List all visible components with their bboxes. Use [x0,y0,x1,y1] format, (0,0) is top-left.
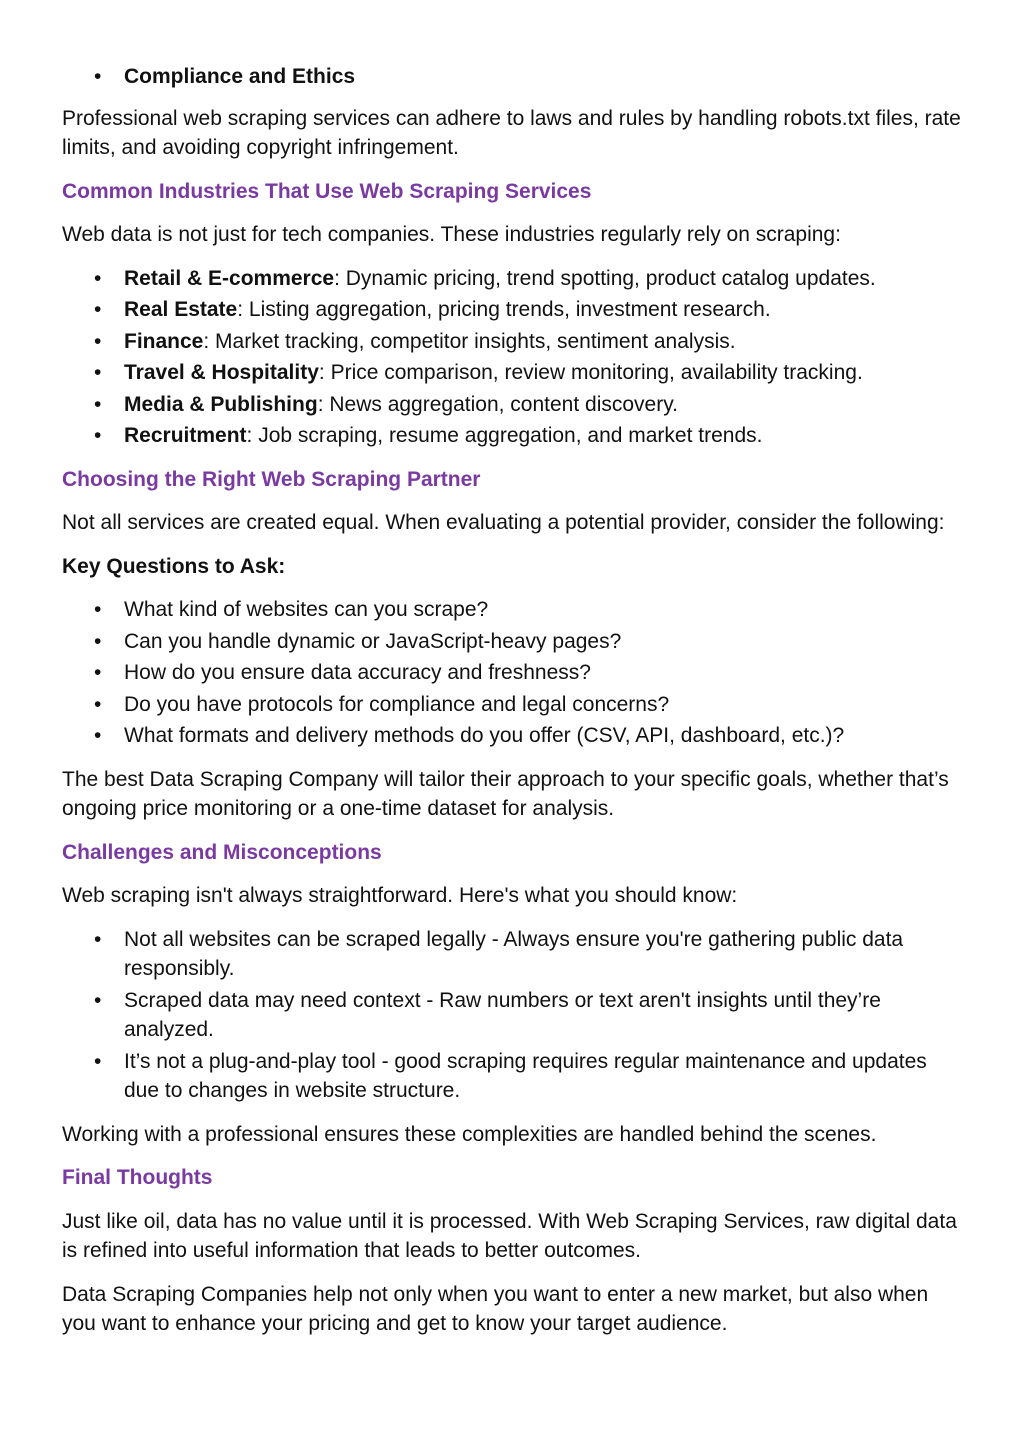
questions-heading: Key Questions to Ask: [62,554,286,578]
partner-closing: The best Data Scraping Company will tailor their approach to your specific goals, whether that’s ongoing price monitoring or a one-time dataset for analysis. [62,767,949,820]
questions-list [62,595,962,751]
industries-intro: Web data is not just for tech companies. These industries regularly rely on scraping: [62,223,841,246]
list-item [62,421,962,451]
bullet-icon: • [94,724,102,747]
bullet-icon: • [94,329,102,353]
industry-term: Travel & Hospitality [124,361,319,384]
bullet-icon: • [94,629,102,653]
list-item [62,358,962,388]
industries-heading: Common Industries That Use Web Scraping Services [62,179,592,203]
list-item [62,264,962,294]
question-text: Do you have protocols for compliance and legal concerns? [124,692,670,716]
list-item [62,627,962,657]
list-item [62,327,962,357]
challenge-text: Scraped data may need context - Raw numbers or text aren't insights until they’re analyzed. [124,988,881,1041]
challenges-list [62,925,962,1106]
bullet-icon: • [94,424,102,447]
question-text: What formats and delivery methods do you offer (CSV, API, dashboard, etc.)? [124,724,845,747]
list-item [62,390,962,420]
list-item [62,721,962,751]
document-page [62,62,962,1353]
final-paragraph: Just like oil, data has no value until it is processed. With Web Scraping Services, raw digital data is refined into useful information that leads to better outcomes. [62,1209,957,1262]
industry-term: Real Estate [124,298,238,321]
industry-desc: : Market tracking, competitor insights, sentiment analysis. [203,329,736,353]
industry-desc: : Dynamic pricing, trend spotting, product catalog updates. [334,266,876,290]
compliance-list [62,62,962,92]
list-item [62,690,962,720]
final-paragraph: Data Scraping Companies help not only when you want to enter a new market, but also when you want to enhance your pricing and get to know your target audience. [62,1282,929,1335]
list-item [62,1047,962,1106]
list-item [62,62,962,92]
industry-desc: : Job scraping, resume aggregation, and market trends. [246,424,763,447]
industry-desc: : Price comparison, review monitoring, availability tracking. [318,361,863,384]
partner-heading: Choosing the Right Web Scraping Partner [62,467,481,491]
challenges-closing: Working with a professional ensures these complexities are handled behind the scenes. [62,1122,877,1146]
industry-term: Media & Publishing [124,392,318,416]
challenges-intro: Web scraping isn't always straightforward. Here's what you should know: [62,884,738,907]
list-item [62,986,962,1045]
industries-list [62,264,962,451]
list-item [62,295,962,325]
challenges-heading: Challenges and Misconceptions [62,840,382,864]
bullet-icon: • [94,1049,102,1073]
bullet-icon: • [94,266,102,290]
industry-desc: : News aggregation, content discovery. [317,392,678,416]
industry-term: Recruitment [124,424,247,447]
question-text: What kind of websites can you scrape? [124,598,489,621]
bullet-icon: • [94,392,102,416]
compliance-title: Compliance and Ethics [124,65,356,88]
bullet-icon: • [94,298,102,321]
bullet-icon: • [94,661,102,684]
bullet-icon: • [94,65,102,88]
question-text: Can you handle dynamic or JavaScript-heavy pages? [124,629,622,653]
challenge-text: It’s not a plug-and-play tool - good scraping requires regular maintenance and updates due to changes in website structure. [124,1049,927,1102]
bullet-icon: • [94,598,102,621]
list-item [62,658,962,688]
bullet-icon: • [94,692,102,716]
industry-desc: : Listing aggregation, pricing trends, investment research. [237,298,771,321]
partner-intro: Not all services are created equal. When evaluating a potential provider, consider the following: [62,511,945,534]
industry-term: Finance [124,329,204,353]
industry-term: Retail & E-commerce [124,266,335,290]
list-item [62,925,962,984]
bullet-icon: • [94,988,102,1012]
challenge-text: Not all websites can be scraped legally - Always ensure you're gathering public data responsibly. [124,927,904,980]
bullet-icon: • [94,361,102,384]
list-item [62,595,962,625]
question-text: How do you ensure data accuracy and freshness? [124,661,591,684]
compliance-paragraph: Professional web scraping services can adhere to laws and rules by handling robots.txt files, rate limits, and avoiding copyright infringement. [62,106,961,159]
bullet-icon: • [94,927,102,951]
final-heading: Final Thoughts [62,1166,213,1189]
